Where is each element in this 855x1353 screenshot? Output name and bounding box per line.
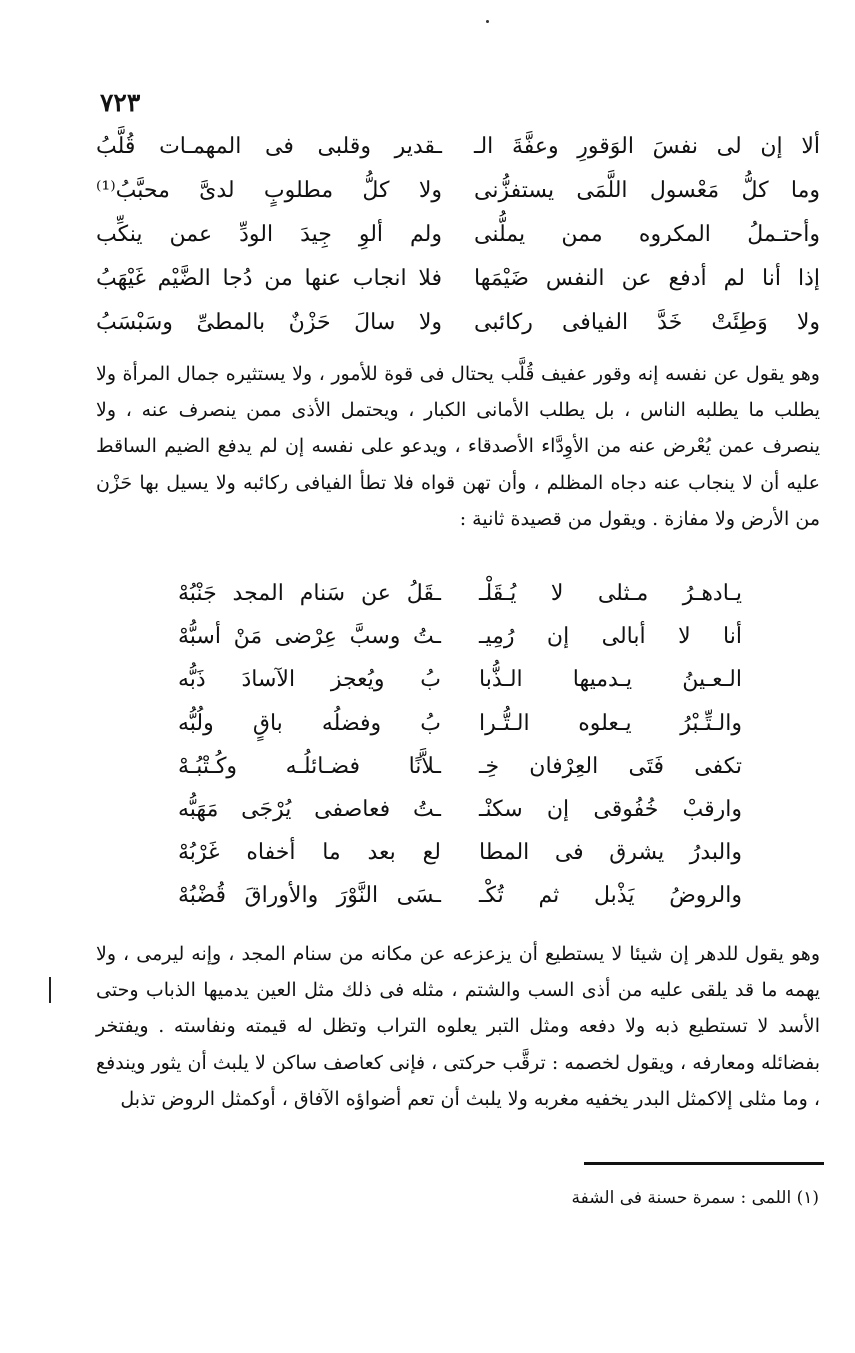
verse (96, 256, 820, 300)
verse (178, 745, 742, 788)
verse (178, 874, 742, 917)
second-hemistich: ـقَلُ عن سَنام المجد جَنْبُهْ (178, 581, 441, 607)
second-hemistich: لع بعد ما أخفاه غَرْبُهْ (178, 840, 441, 866)
first-hemistich: وارقبْ خُفُوقى إن سكنْـ (479, 797, 742, 823)
first-hemistich: وما كلُّ مَعْسول اللَّمَى يستفزُّنى (474, 177, 820, 203)
ink-dot (486, 20, 489, 23)
verse (96, 168, 820, 212)
second-hemistich: ـتُ وسبَّ عِرْضى مَنْ أسبُّهْ (178, 624, 441, 650)
second-hemistich: ـقدير وقلبى فى المهمـات قُلَّبُ (96, 133, 442, 159)
poem-second (178, 572, 742, 918)
second-hemistich: ـتُ فعاصفى يُرْجَى مَهَبُّه (178, 797, 441, 823)
verse (96, 300, 820, 344)
verse (96, 124, 820, 168)
footnote: (١) اللمى : سمرة حسنة فى الشفة (571, 1188, 819, 1208)
first-hemistich: الـعـينُ يـدميها الـذُّبا (479, 667, 742, 693)
first-hemistich: إذا أنا لم أدفع عن النفس ضَيْمَها (474, 265, 820, 291)
verse (96, 212, 820, 256)
first-hemistich: والـتِّـبْرُ يـعلوه الـتُّـرا (479, 710, 742, 736)
second-hemistich: ولا كلُّ مطلوبٍ لدىَّ محبَّبُ⁽¹⁾ (96, 177, 442, 203)
verse (178, 572, 742, 615)
verse (178, 788, 742, 831)
first-hemistich: ولا وَطِئَتْ خَدَّ الفيافى ركائبى (474, 309, 820, 335)
first-hemistich: وأحتـملُ المكروه ممن يملُّنى (474, 221, 820, 247)
second-hemistich: ولم ألوِ جِيدَ الودِّ عمن ينكِّب (96, 221, 442, 247)
verse (178, 615, 742, 658)
second-hemistich: فلا انجاب عنها من دُجا الضَّيْم غَيْهَبُ (96, 265, 442, 291)
second-hemistich: ـلاَّنًا فضـائلُـه وكُـتْبُـهْ (178, 753, 441, 779)
first-hemistich: تكفى فَتَى العِرْفان خِـ (479, 753, 742, 779)
verse (178, 831, 742, 874)
first-hemistich: والبدرُ يشرق فى المطا (479, 840, 742, 866)
first-hemistich: ألا إن لى نفسَ الوَقورِ وعفَّةَ الـ (474, 133, 820, 159)
second-hemistich: بُ ويُعجز الآسادَ ذَبُّه (178, 667, 441, 693)
first-hemistich: والروضُ يَذْبل ثم تُكْـ (479, 883, 742, 909)
verse (178, 658, 742, 701)
verse (178, 702, 742, 745)
commentary-paragraph: وهو يقول للدهر إن شيئا لا يستطيع أن يزعزعه عن مكانه من سنام المجد ، وإنه ليرمى ، ولا يهمه ما قد يلقى عليه من أذى السب والشتم ، مثله فى ذلك مثل العين يدميها الذباب وحتى الأسد لا تستطيع ذبه ولا دفعه ومثل التبر يعلوه التراب وتظل له قيمته ونفاسته . ويفتخر بفضائله ومعارفه ، ويقول لخصمه : ترقَّب حركتى ، فإنى كعاصف ساكن لا يلبث أن يثور ويندفع ، وما مثلى إلاكمثل البدر يخفيه مغربه ولا يلبث أن تعم أضواؤه الآفاق ، أوكمثل الروض تذبل (96, 943, 820, 1110)
second-hemistich: بُ وفضلُه باقٍ ولُبُّه (178, 710, 441, 736)
second-hemistich: ولا سالَ حَزْنٌ بالمطىِّ وسَبْسَبُ (96, 309, 442, 335)
commentary-paragraph: وهو يقول عن نفسه إنه وقور عفيف قُلَّب يحتال فى قوة للأمور ، ولا يستثيره جمال المرأة ولا يطلب ما يطلبه الناس ، بل يطلب الأمانى الكبار ، ويحتمل الأذى ممن ينصرف عنه ، ولا ينصرف عمن يُعْرض عنه من الأوِدَّاء الأصدقاء ، ويدعو على نفسه إن لم يدفع الضيم الساقط عليه أن لا ينجاب عنه دجاه المظلم ، وأن تهن قواه فلا تطأ الفيافى ركائبه ولا يسيل بها حَزْن من الأرض ولا مفازة . ويقول من قصيدة ثانية : (96, 363, 820, 530)
poem-first (96, 124, 820, 344)
footnote-divider (584, 1162, 824, 1165)
second-hemistich: ـسَى النَّوْرَ والأوراقَ قُضْبُهْ (178, 883, 441, 909)
page-number: ٧٢٣ (100, 88, 141, 117)
margin-mark (49, 977, 51, 1003)
first-hemistich: أنا لا أبالى إن رُمِيـ (479, 624, 742, 650)
first-hemistich: يـادهـرُ مـثلى لا يُـقَلْـ (479, 581, 742, 607)
